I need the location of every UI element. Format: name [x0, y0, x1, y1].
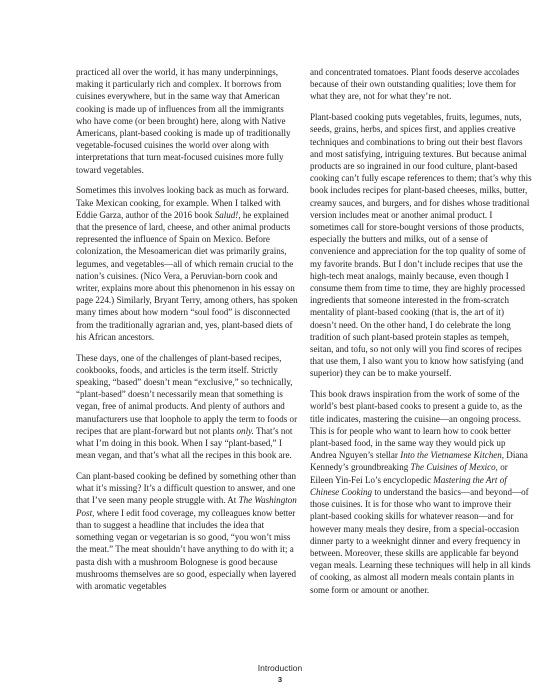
paragraph [310, 66, 532, 103]
paragraph [310, 111, 532, 379]
paragraph-text: Plant-based cooking puts vegetables, fruits, legumes, nuts, seeds, grains, herbs, and spices first, and applies creative techniques and combinations to bring out their best flavors and most satisfying, intriguing textures. But because animal products are so ingrained in our food culture, plant-based cooking can’t fully escape references to them; that’s why this book includes recipes for plant-based cheeses, milks, butter, creamy sauces, and burgers, and for dishes whose traditional version includes meat or another animal product. I sometimes call for store-bought versions of those products, especially the butters and milks, out of a sense of convenience and appreciation for the top quality of some of my favorite brands. But I don’t include recipes that use the high-tech meat analogs, mainly because, even though I consume them from time to time, they are highly processed ingredients that someone interested in the from-scratch mentality of plant-based cooking (that is, the art of it) doesn’t need. On the other hand, I do celebrate the long tradition of such plant-based protein staples as tempeh, seitan, and tofu, so not only will you find scores of recipes that use them, I also want you to know how satisfying (and superior) they can be to make yourself. [310, 112, 532, 379]
paragraph-text: This book draws inspiration from the work of some of the world’s best plant-based cooks to present a guide to, as the title indicates, mastering the cuisine—an ongoing process. This is for people who want to learn how to cook better plant-based food, in the same way they would pick up Andrea Nguyen’s stellar [310, 389, 523, 461]
paragraph-text: or Eileen Yin-Fei Lo’s encyclopedic [310, 462, 508, 485]
left-column [76, 66, 298, 592]
paragraph-text: practiced all over the world, it has many underpinnings, making it particularly rich and complex. It borrows from cuisines everywhere, but in the same way that American cooking is made up of influences from all the immigrants who have come (or been brought) here, along with Native Americans, plant-based cooking is made up of traditionally vegetable-focused cuisines the world over along with interpretations that turn meat-focused cuisines more fully toward vegetables. [76, 67, 291, 175]
book-title: Into the Vietnamese Kitchen, [400, 450, 505, 461]
emphasis: only. [236, 425, 254, 436]
paragraph-text: , he explained that the presence of lard, cheese, and other animal products represented the influence of Spain on Mexico. Before colonization, the Mesoamerican diet was primarily grains, legumes, and vegetables—all of which remain crucial to the nation’s cuisines. (Nico Vera, a Peruvian-born cook and writer, explains more about this phenomenon in his essay on page 224.) Similarly, Bryant Terry, among others, has spoken many times about how modern “soul food” is disconnected from the traditionally agrarian and, yes, plant-based diets of his African ancestors. [76, 209, 298, 342]
paragraph [76, 66, 298, 176]
section-name: Introduction [257, 663, 303, 673]
paragraph-text: These days, one of the challenges of plant-based recipes, cookbooks, foods, and articles is the term itself. Strictly speaking, “based” doesn’t mean “exclusive,” so technically, “plant-based” doesn’t necessarily mean that something is vegan, free of animal products. And plenty of authors and manufacturers use that loophole to apply the term to foods or recipes that are plant-forward but not plants [76, 352, 298, 436]
paragraph-text: to understand the basics—and beyond—of those cuisines. It is for those who want to improve their plant-based cooking skills for whatever reason—and for however many meals they desire, from a special-occasion dinner party to a weeknight dinner and every frequency in between. Moreover, these skills are applicable far beyond vegan meals. Learning these techniques will help in all kinds of cooking, as almost all modern meals contain plants in some form or amount or another. [310, 486, 531, 595]
paragraph-text: and concentrated tomatoes. Plant foods deserve accolades because of their own outstanding qualities; love them for what they are, not for what they’re not. [310, 67, 520, 102]
paragraph-text: where I edit food coverage, my colleagues know better than to suggest a headline that includes the idea that something vegan or vegetarian is so good, “you won’t miss the meat.” The meat shouldn’t have anything to do with it; a pasta dish with a mushroom Bolognese is good because mushrooms themselves are so good, especially when layered with aromatic vegetables [76, 507, 297, 591]
publication-title: The Washington Post, [76, 495, 297, 518]
paragraph [76, 470, 298, 592]
paragraph [310, 388, 532, 595]
book-title: Mastering the Art of Chinese Cooking [310, 474, 507, 497]
page-footer [0, 663, 560, 685]
book-title: The Cuisines of Mexico, [410, 462, 498, 473]
paragraph [76, 184, 298, 343]
paragraph-text: Diana Kennedy’s groundbreaking [310, 450, 528, 473]
book-title: Salud! [214, 209, 239, 220]
paragraph-text: That’s not what I’m doing in this book. When I say “plant-based,” I mean vegan, and that’s what all the recipes in this book are. [76, 425, 293, 461]
paragraph-text: Sometimes this involves looking back as much as forward. Take Mexican cooking, for example. When I talked with Eddie Garza, author of the 2016 book [76, 185, 289, 220]
paragraph [76, 352, 298, 462]
page-number: 3 [277, 675, 283, 684]
right-column [310, 66, 532, 596]
paragraph-text: Can plant-based cooking be defined by something other than what it’s missing? It’s a difficult question to answer, and one that I’ve seen many people struggle with. At [76, 471, 297, 506]
